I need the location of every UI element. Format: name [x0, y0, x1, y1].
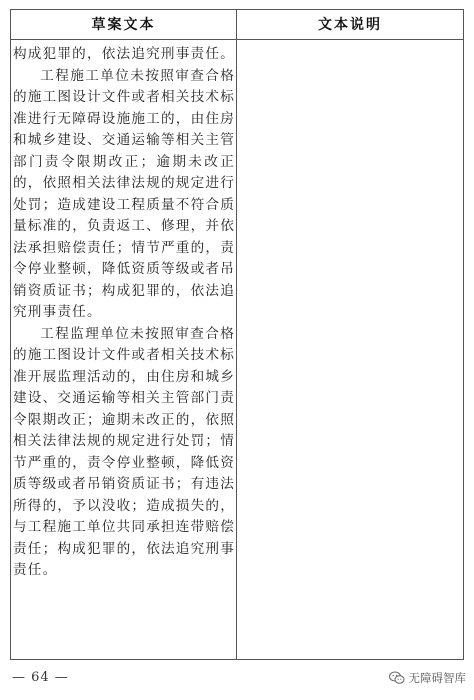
draft-paragraph-3: 工程监理单位未按照审查合格的施工图设计文件或者相关技术标准开展监理活动的，由住房和城乡建设、交通运输等相关主管部门责令限期改正；逾期未改正的，依照相关法律法规的规定进行处罚；情节严重的，责令停业整顿，降低资质等级或者吊销资质证书；有违法所得的，予以没收；造成损失的，与工程施工单位共同承担连带赔偿责任；构成犯罪的，依法追究刑事责任。 — [13, 325, 235, 578]
watermark — [389, 670, 467, 686]
wechat-icon — [389, 671, 405, 685]
header-draft-text: 草案文本 — [91, 17, 156, 33]
draft-paragraph-2: 工程施工单位未按照审查合格的施工图设计文件或者相关技术标准进行无障碍设施施工的，由住房和城乡建设、交通运输等相关主管部门责令限期改正；逾期未改正的，依照相关法律法规的规定进行处罚；造成建设工程质量不符合质量标准的，负责返工、修理，并依法承担赔偿责任；情节严重的，责令停业整顿，降低资质等级或者吊销资质证书；构成犯罪的，依法追究刑事责任。 — [13, 67, 235, 320]
watermark-text: 无障碍智库 — [408, 671, 466, 685]
table-header-row — [11, 10, 463, 40]
header-explanation: 文本说明 — [318, 17, 382, 33]
page-number: — 64 — — [12, 670, 69, 685]
comparison-table — [10, 9, 464, 660]
column-divider — [236, 10, 237, 659]
explanation-column — [238, 44, 460, 654]
draft-text-column — [13, 44, 235, 582]
draft-paragraph-1: 构成犯罪的，依法追究刑事责任。 — [13, 46, 235, 62]
